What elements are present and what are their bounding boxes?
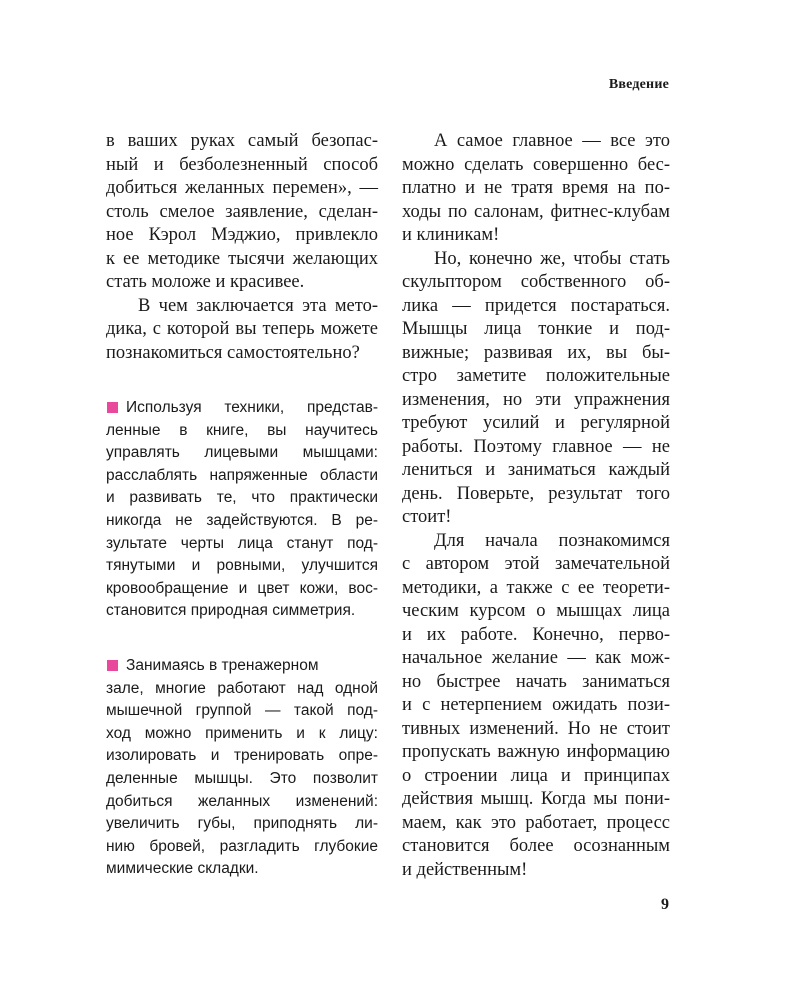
text-line: становится природная симметрия. — [106, 602, 356, 620]
text-line: управлять лицевыми мышцами: — [106, 444, 378, 462]
text-line: никогда не задействуются. В ре- — [106, 511, 378, 529]
text-line: работы. Поэтому главное — не — [402, 436, 670, 457]
text-line: зультате черты лица станут под- — [106, 534, 378, 552]
text-line: добиться желанных изменений: — [106, 792, 378, 810]
text-line: деленные мышцы. Это позволит — [106, 769, 378, 787]
text-line: столь смелое заявление, сделан- — [106, 201, 378, 222]
text-line: но быстрее начать заниматься — [402, 671, 670, 692]
text-line: тивных изменений. Но не стоит — [402, 718, 670, 739]
paragraph-author-intro — [402, 530, 670, 883]
text-line: и их работе. Конечно, перво- — [402, 624, 670, 645]
text-line: в ваших руках самый безопас- — [106, 131, 378, 151]
paragraph-intro-continuation — [106, 130, 378, 295]
text-line: Но, конечно же, чтобы стать — [434, 248, 670, 269]
text-line: изменения, но эти упражнения — [402, 389, 670, 410]
text-line: ленные в книге, вы научитесь — [106, 421, 378, 439]
text-line: добиться желанных перемен», — — [106, 178, 378, 198]
text-line: можно сделать совершенно бес- — [402, 154, 670, 175]
text-line: ход можно применить и к лицу: — [106, 724, 378, 742]
text-line: В чем заключается эта мето- — [138, 295, 378, 316]
left-column — [106, 130, 378, 881]
text-line: Используя техники, представ- — [126, 399, 378, 416]
text-line: и клиникам! — [402, 225, 500, 245]
text-line: нию бровей, разгладить глубокие — [106, 837, 378, 855]
text-line: стать моложе и красивее. — [106, 272, 305, 292]
text-line: зале, многие работают над одной — [106, 679, 378, 697]
text-line: мимические складки. — [106, 860, 259, 878]
text-line: мышечной группой — такой под- — [106, 702, 378, 720]
pink-square-bullet-icon — [107, 402, 118, 413]
text-line: ное Кэрол Мэджио, привлекло — [106, 225, 378, 245]
text-line: стоит! — [402, 507, 452, 527]
text-line: к ее методике тысячи желающих — [106, 248, 378, 269]
text-line: и развивать те, что практически — [106, 489, 378, 507]
text-line: увеличить губы, приподнять ли- — [106, 815, 378, 833]
text-line: тянутыми и ровными, улучшится — [106, 557, 378, 575]
text-line: действия мышц. Когда мы пони- — [402, 789, 670, 809]
bullet-techniques — [106, 397, 378, 623]
text-line: и действенным! — [402, 859, 528, 880]
text-line: о строении лица и принципах — [402, 765, 670, 786]
text-line: ходы по салонам, фитнес-клубам — [402, 201, 670, 222]
text-line: начальное желание — как мож- — [402, 648, 670, 668]
text-line: ный и безболезненный способ — [106, 154, 378, 175]
page-number: 9 — [661, 896, 669, 913]
text-line: лениться и заниматься каждый — [402, 460, 670, 480]
pink-square-bullet-icon — [107, 660, 118, 671]
text-line: маем, как это работает, процесс — [402, 812, 670, 833]
paragraph-effort — [402, 248, 670, 530]
text-line: ческим курсом о мышцах лица — [402, 601, 670, 621]
text-line: скульптором собственного об- — [402, 272, 670, 292]
text-line: пропускать важную информацию — [402, 742, 670, 762]
paragraph-free-of-charge — [402, 130, 670, 248]
text-line: дика, с которой вы теперь можете — [106, 319, 378, 339]
text-line: с автором этой замечательной — [402, 554, 670, 574]
text-line: лика — придется постараться. — [402, 295, 670, 316]
text-line: и с нетерпением ожидать пози- — [402, 695, 670, 715]
text-line: кровообращение и цвет кожи, вос- — [106, 579, 378, 597]
text-line: платно и не тратя время на по- — [402, 178, 670, 198]
text-line: день. Поверьте, результат того — [402, 483, 670, 504]
right-column — [402, 130, 670, 882]
paragraph-question — [106, 295, 378, 366]
text-line: Занимаясь в тренажерном — [126, 656, 319, 674]
text-line: расслаблять напряженные области — [106, 466, 378, 484]
text-line: изолировать и тренировать опре- — [106, 747, 378, 765]
text-line: познакомиться самостоятельно? — [106, 342, 360, 363]
text-line: стро заметите положительные — [402, 366, 670, 386]
text-line: становится более осознанным — [402, 836, 670, 856]
text-line: А самое главное — все это — [434, 131, 670, 151]
text-line: Мышцы лица тонкие и под- — [402, 319, 670, 339]
text-line: методики, а также с ее теорети- — [402, 577, 670, 598]
text-line: требуют усилий и регулярной — [402, 413, 670, 433]
text-line: Для начала познакомимся — [434, 530, 670, 551]
running-header: Введение — [608, 77, 669, 92]
bullet-gym-analogy — [106, 655, 378, 881]
text-line: вижные; развивая их, вы бы- — [402, 342, 670, 363]
